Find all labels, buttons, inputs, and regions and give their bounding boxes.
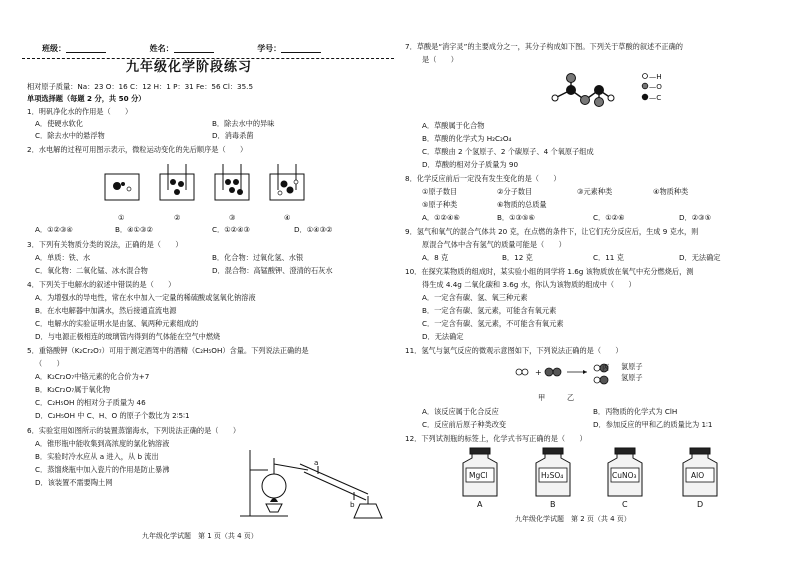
bottle-b-letter: B <box>550 500 556 509</box>
q3-option-b[interactable]: B．化合物：过氧化氢、水银 <box>212 253 304 262</box>
q4-option-d[interactable]: D．与电源正极相连的玻璃管内得到的气体能在空气中燃烧 <box>35 332 221 341</box>
q5-option-a[interactable]: A．K₂Cr₂O₇中铬元素的化合价为+7 <box>35 372 150 381</box>
atomic-mass: 相对原子质量：Na：23 O：16 C：12 H：1 P：31 Fe：56 Cl：35.5 <box>27 82 254 91</box>
q4-option-b[interactable]: B．在水电解器中加满水，然后接通直流电源 <box>35 306 177 315</box>
q2-diagram-label-3: ③ <box>229 213 236 222</box>
q1-option-d[interactable]: D．消毒杀菌 <box>212 131 254 140</box>
label-bing: 丙 <box>602 363 610 372</box>
q9-stem-cont: 原混合气体中含有氢气的质量可能是（ ） <box>422 240 566 249</box>
q3-option-a[interactable]: A．单质：铁、水 <box>35 253 91 262</box>
header-divider <box>22 58 394 59</box>
q2-option-c[interactable]: C．①②④③ <box>212 225 250 234</box>
q9-stem: 9．氢气和氧气的混合气体共 20 克，在点燃的条件下，让它们充分反应后，生成 9 克水，则 <box>405 227 699 236</box>
q8-item-6: ⑥物质的总质量 <box>497 200 547 209</box>
reagent-bottle-a[interactable] <box>459 448 501 509</box>
q7-option-d[interactable]: D．草酸的相对分子质量为 90 <box>422 160 519 169</box>
q7-option-c[interactable]: C．草酸由 2 个氢原子、2 个碳原子、4 个氧原子组成 <box>422 147 594 156</box>
q2-stem: 2．水电解的过程可用图示表示，微粒运动变化的先后顺序是（ ） <box>27 145 248 154</box>
q5-stem: 5．重铬酸钾（K₂Cr₂O₇）可用于测定酒驾中的酒精（C₂H₅OH）含量。下列说法正确的是 <box>27 346 309 355</box>
q9-option-b[interactable]: B．12 克 <box>502 253 533 262</box>
legend-cl: 氯原子 <box>621 362 643 371</box>
q10-stem: 10．在探究某物质的组成时，某实验小组的同学将 1.6g 该物质放在氧气中充分燃烧后，测 <box>405 267 694 276</box>
apparatus-label-b: b <box>350 500 355 509</box>
q8-option-c[interactable]: C．①②⑥ <box>593 213 625 222</box>
q6-option-b[interactable]: B．实验时冷水应从 a 进入，从 b 流出 <box>35 452 159 461</box>
q6-stem: 6．实验室用如图所示的装置蒸馏海水，下列说法正确的是（ ） <box>27 426 241 435</box>
q3-option-c[interactable]: C．氧化物：二氧化锰、冰水混合物 <box>35 266 148 275</box>
q11-option-a[interactable]: A．该反应属于化合反应 <box>422 407 499 416</box>
student-info <box>42 44 321 53</box>
page-title: 九年级化学阶段练习 <box>126 60 253 75</box>
q8-item-2: ②分子数目 <box>497 187 533 196</box>
q2-option-b[interactable]: B．④①③② <box>115 225 153 234</box>
legend-h: —H <box>649 72 662 81</box>
q10-option-b[interactable]: B．一定含有碳、氢元素，可能含有氧元素 <box>422 306 557 315</box>
bottle-a-letter: A <box>477 500 483 509</box>
q7-option-a[interactable]: A．草酸属于化合物 <box>422 121 485 130</box>
q10-stem-cont: 得生成 4.4g 二氧化碳和 3.6g 水，你认为该物质的组成中（ ） <box>422 280 636 289</box>
q9-option-a[interactable]: A．8 克 <box>422 253 449 262</box>
bottle-d-letter: D <box>697 500 704 509</box>
q1-option-c[interactable]: C．除去水中的悬浮物 <box>35 131 105 140</box>
q7-stem-paren: 是（ ） <box>422 55 458 64</box>
legend-h-atom: 氢原子 <box>621 373 643 382</box>
label-jia: 甲 <box>538 393 546 402</box>
class-label: 班级： <box>42 44 66 53</box>
q8-option-d[interactable]: D．②③⑤ <box>679 213 712 222</box>
label-yi: 乙 <box>567 393 575 402</box>
q11-option-d[interactable]: D．参加反应的甲和乙的质量比为 1∶1 <box>593 420 713 429</box>
q3-stem: 3．下列有关物质分类的说法，正确的是（ ） <box>27 240 183 249</box>
q12-stem: 12．下列试剂瓶的标签上，化学式书写正确的是（ ） <box>405 434 587 443</box>
reagent-bottle-b[interactable] <box>532 448 574 509</box>
q4-option-a[interactable]: A．为增强水的导电性，常在水中加入一定量的稀硫酸或氢氧化钠溶液 <box>35 293 256 302</box>
q8-item-3: ③元素种类 <box>577 187 613 196</box>
q8-option-a[interactable]: A．①②④⑥ <box>422 213 460 222</box>
bottle-c-label: CuNO₃ <box>612 471 637 480</box>
apparatus-label-a: a <box>314 458 319 467</box>
q8-item-4: ④物质种类 <box>653 187 689 196</box>
q6-option-a[interactable]: A．锥形瓶中能收集到高浓度的氯化钠溶液 <box>35 439 170 448</box>
q4-option-c[interactable]: C．电解水的实验证明水是由氢、氧两种元素组成的 <box>35 319 199 328</box>
q8-item-1: ①原子数目 <box>422 187 458 196</box>
q11-option-b[interactable]: B．丙物质的化学式为 ClH <box>593 407 678 416</box>
q1-option-b[interactable]: B．除去水中的异味 <box>212 119 275 128</box>
page-2 <box>397 0 794 561</box>
legend-c: —C <box>649 93 662 102</box>
q1-option-a[interactable]: A．使硬水软化 <box>35 119 84 128</box>
reagent-bottle-c[interactable] <box>604 448 646 509</box>
q2-diagram-label-2: ② <box>174 213 181 222</box>
id-label: 学号： <box>257 44 282 53</box>
footer-page-1: 九年级化学试题 第 1 页（共 4 页） <box>142 532 258 540</box>
name-label: 姓名： <box>149 44 174 53</box>
q2-diagram-label-1: ① <box>118 213 125 222</box>
reagent-bottle-d[interactable] <box>679 448 721 509</box>
bottle-d-label: AlO <box>691 471 705 480</box>
q11-option-c[interactable]: C．反应前后原子种类改变 <box>422 420 507 429</box>
q7-stem: 7．草酸是“消字灵”的主要成分之一，其分子构成如下图。下列关于草酸的叙述不正确的 <box>405 42 683 51</box>
q8-option-b[interactable]: B．①③⑤⑥ <box>497 213 535 222</box>
q2-diagram-label-4: ④ <box>284 213 291 222</box>
q10-option-a[interactable]: A．一定含有碳、氢、氧三种元素 <box>422 293 528 302</box>
distillation-apparatus <box>238 440 388 520</box>
q4-stem: 4．下列关于电解水的叙述中错误的是（ ） <box>27 280 176 289</box>
electrolysis-diagram <box>100 160 310 210</box>
q3-option-d[interactable]: D．混合物：高锰酸钾、澄清的石灰水 <box>212 266 333 275</box>
q2-option-d[interactable]: D．①④③② <box>294 225 333 234</box>
q6-option-d[interactable]: D．该装置不需要陶土网 <box>35 478 113 487</box>
section-title: 单项选择题（每题 2 分，共 50 分） <box>27 94 146 103</box>
q8-item-5: ⑤原子种类 <box>422 200 458 209</box>
q11-stem: 11．氢气与氯气反应的微观示意图如下，下列说法正确的是（ ） <box>405 346 623 355</box>
q1-stem: 1．明矾净化水的作用是（ ） <box>27 107 133 116</box>
q9-option-c[interactable]: C．11 克 <box>593 253 624 262</box>
id-blank[interactable] <box>281 45 321 53</box>
name-blank[interactable] <box>174 45 214 53</box>
bottle-a-label: MgCl <box>469 471 488 480</box>
q5-stem-paren: （ ） <box>35 359 64 368</box>
q9-option-d[interactable]: D．无法确定 <box>679 253 721 262</box>
q8-stem: 8．化学反应前后一定没有发生变化的是（ ） <box>405 174 561 183</box>
q6-option-c[interactable]: C．蒸馏烧瓶中加入瓷片的作用是防止暴沸 <box>35 465 170 474</box>
q5-option-d[interactable]: D．C₂H₅OH 中 C、H、O 的原子个数比为 2∶5∶1 <box>35 411 190 420</box>
bottle-b-label: H₂SO₄ <box>541 471 564 480</box>
q7-option-b[interactable]: B．草酸的化学式为 H₂C₂O₄ <box>422 134 512 143</box>
legend-o: —O <box>649 82 662 91</box>
svg-text:+: + <box>535 368 542 377</box>
q5-option-b[interactable]: B．K₂Cr₂O₇属于氧化物 <box>35 385 111 394</box>
footer-page-2: 九年级化学试题 第 2 页（共 4 页） <box>515 515 631 523</box>
q5-option-c[interactable]: C．C₂H₅OH 的相对分子质量为 46 <box>35 398 146 407</box>
q2-option-a[interactable]: A．①②③④ <box>35 225 73 234</box>
class-blank[interactable] <box>66 45 106 53</box>
q10-option-c[interactable]: C．一定含有碳、氢元素，不可能含有氧元素 <box>422 319 564 328</box>
bottle-c-letter: C <box>622 500 628 509</box>
q10-option-d[interactable]: D．无法确定 <box>422 332 464 341</box>
